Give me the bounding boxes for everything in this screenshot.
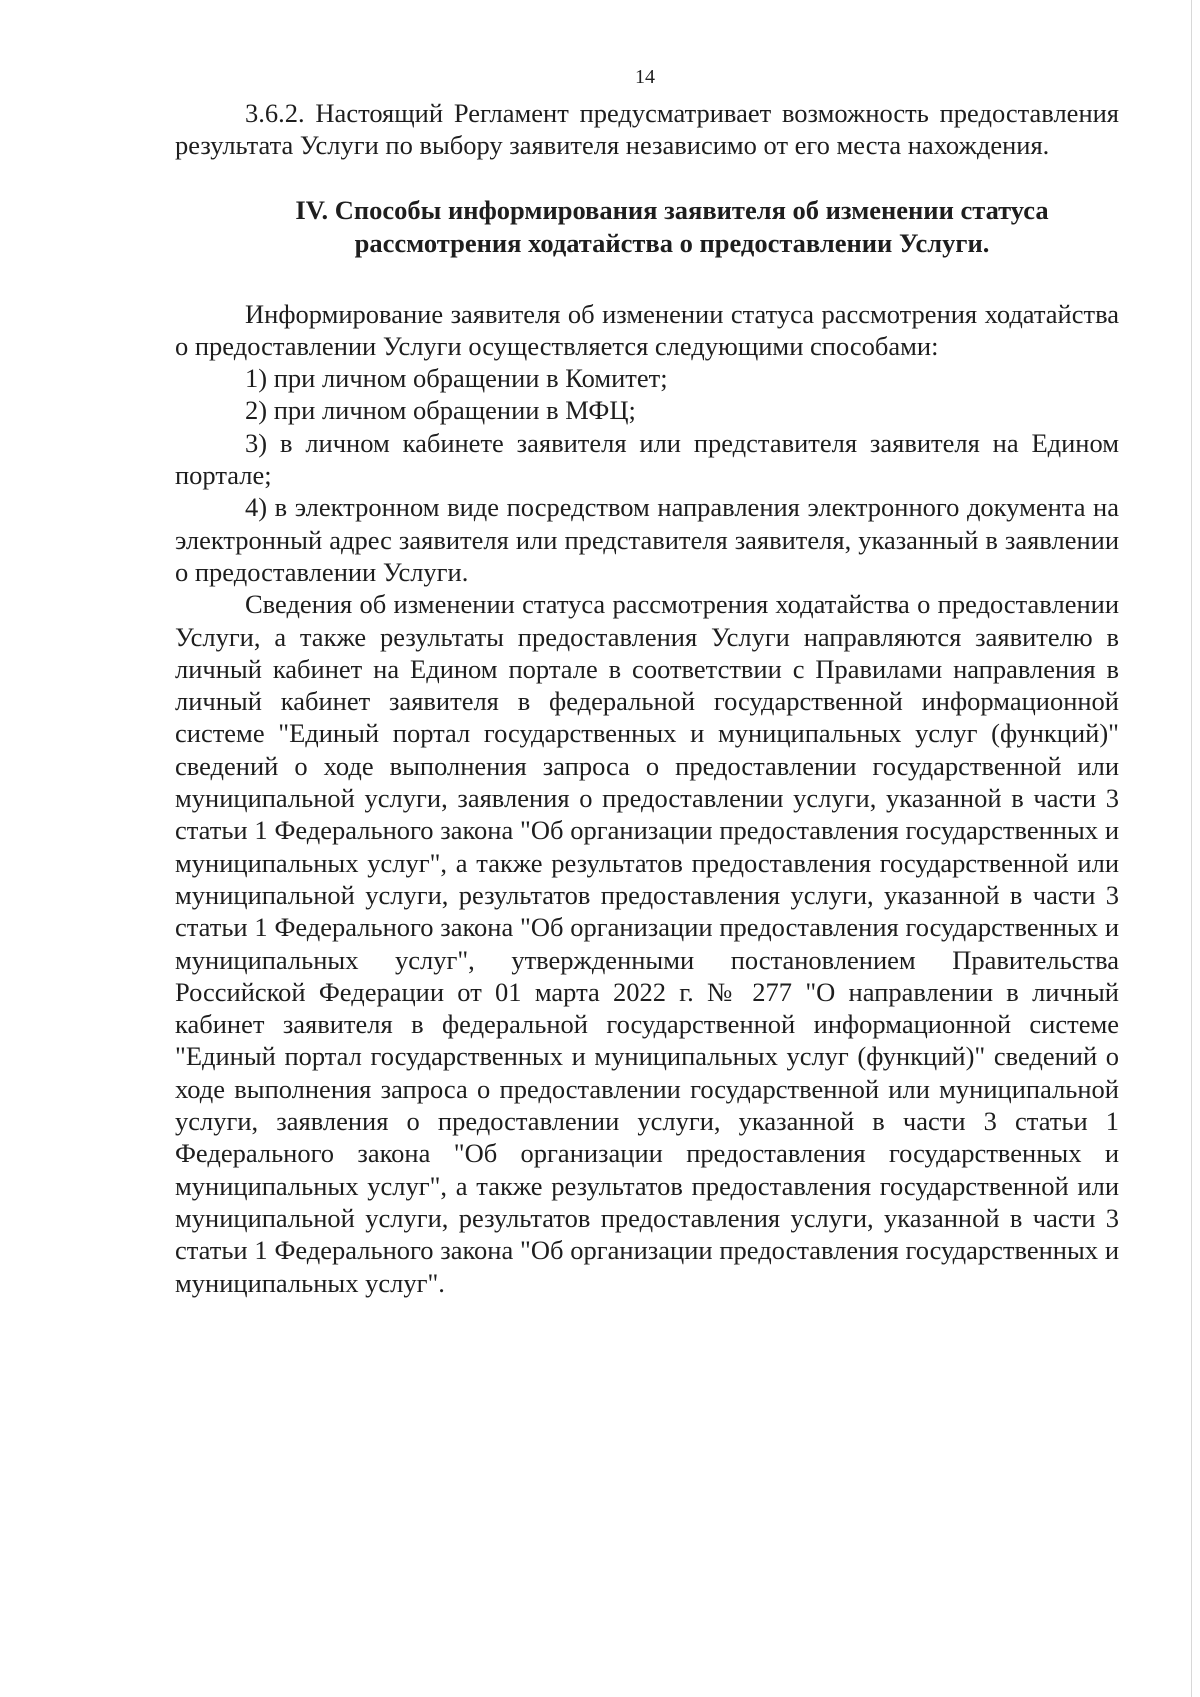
list-item-1: 1) при личном обращении в Комитет; bbox=[245, 363, 668, 394]
page-edge-line bbox=[1191, 0, 1192, 1697]
final-paragraph: Сведения об изменении статуса рассмотрения ходатайства о предоставлении Услуги, а также результаты предоставления Услуги направляются заявителю в личный кабинет на Едином портале в соответствии с Правилами направления в личный кабинет заявителя в федеральной государственной информационной системе "Единый портал государственных и муниципальных услуг (функций)" сведений о ходе выполнения запроса о предоставлении государственной или муниципальной услуги, заявления о предоставлении услуги, указанной в части 3 статьи 1 Федерального закона "Об организации предоставления государственных и муниципальных услуг", а также результатов предоставления государственной или муниципальной услуги, результатов предоставления услуги, указанной в части 3 статьи 1 Федерального закона "Об организации предоставления государственных и муниципальных услуг", утвержденными постановлением Правительства Российской Федерации от 01 марта 2022 г. № 277 "О направлении в личный кабинет заявителя в федеральной государственной информационной системе "Единый портал государственных и муниципальных услуг (функций)" сведений о ходе выполнения запроса о предоставлении государственной или муниципальной услуги, заявления о предоставлении услуги, указанной в части 3 статьи 1 Федерального закона "Об организации предоставления государственных и муниципальных услуг", а также результатов предоставления государственной или муниципальной услуги, результатов предоставления услуги, указанной в части 3 статьи 1 Федерального закона "Об организации предоставления государственных и муниципальных услуг". bbox=[175, 589, 1119, 1298]
section-heading: IV. Способы информирования заявителя об изменении статуса рассмотрения ходатайства о предоставлении Услуги. bbox=[295, 194, 1049, 258]
paragraph-3-6-2: 3.6.2. Настоящий Регламент предусматривает возможность предоставления результата Услуги по выбору заявителя независимо от его места нахождения. bbox=[175, 98, 1119, 161]
list-item-2: 2) при личном обращении в МФЦ; bbox=[245, 395, 636, 426]
document-body bbox=[175, 97, 1119, 1299]
intro-paragraph: Информирование заявителя об изменении статуса рассмотрения ходатайства о предоставлении Услуги осуществляется следующими способами: bbox=[175, 298, 1119, 361]
list-item-4: 4) в электронном виде посредством направления электронного документа на электронный адрес заявителя или представителя заявителя, указанный в заявлении о предоставлении Услуги. bbox=[175, 492, 1119, 587]
page-number: 14 bbox=[635, 66, 655, 88]
list-item-3: 3) в личном кабинете заявителя или представителя заявителя на Едином портале; bbox=[175, 427, 1119, 491]
